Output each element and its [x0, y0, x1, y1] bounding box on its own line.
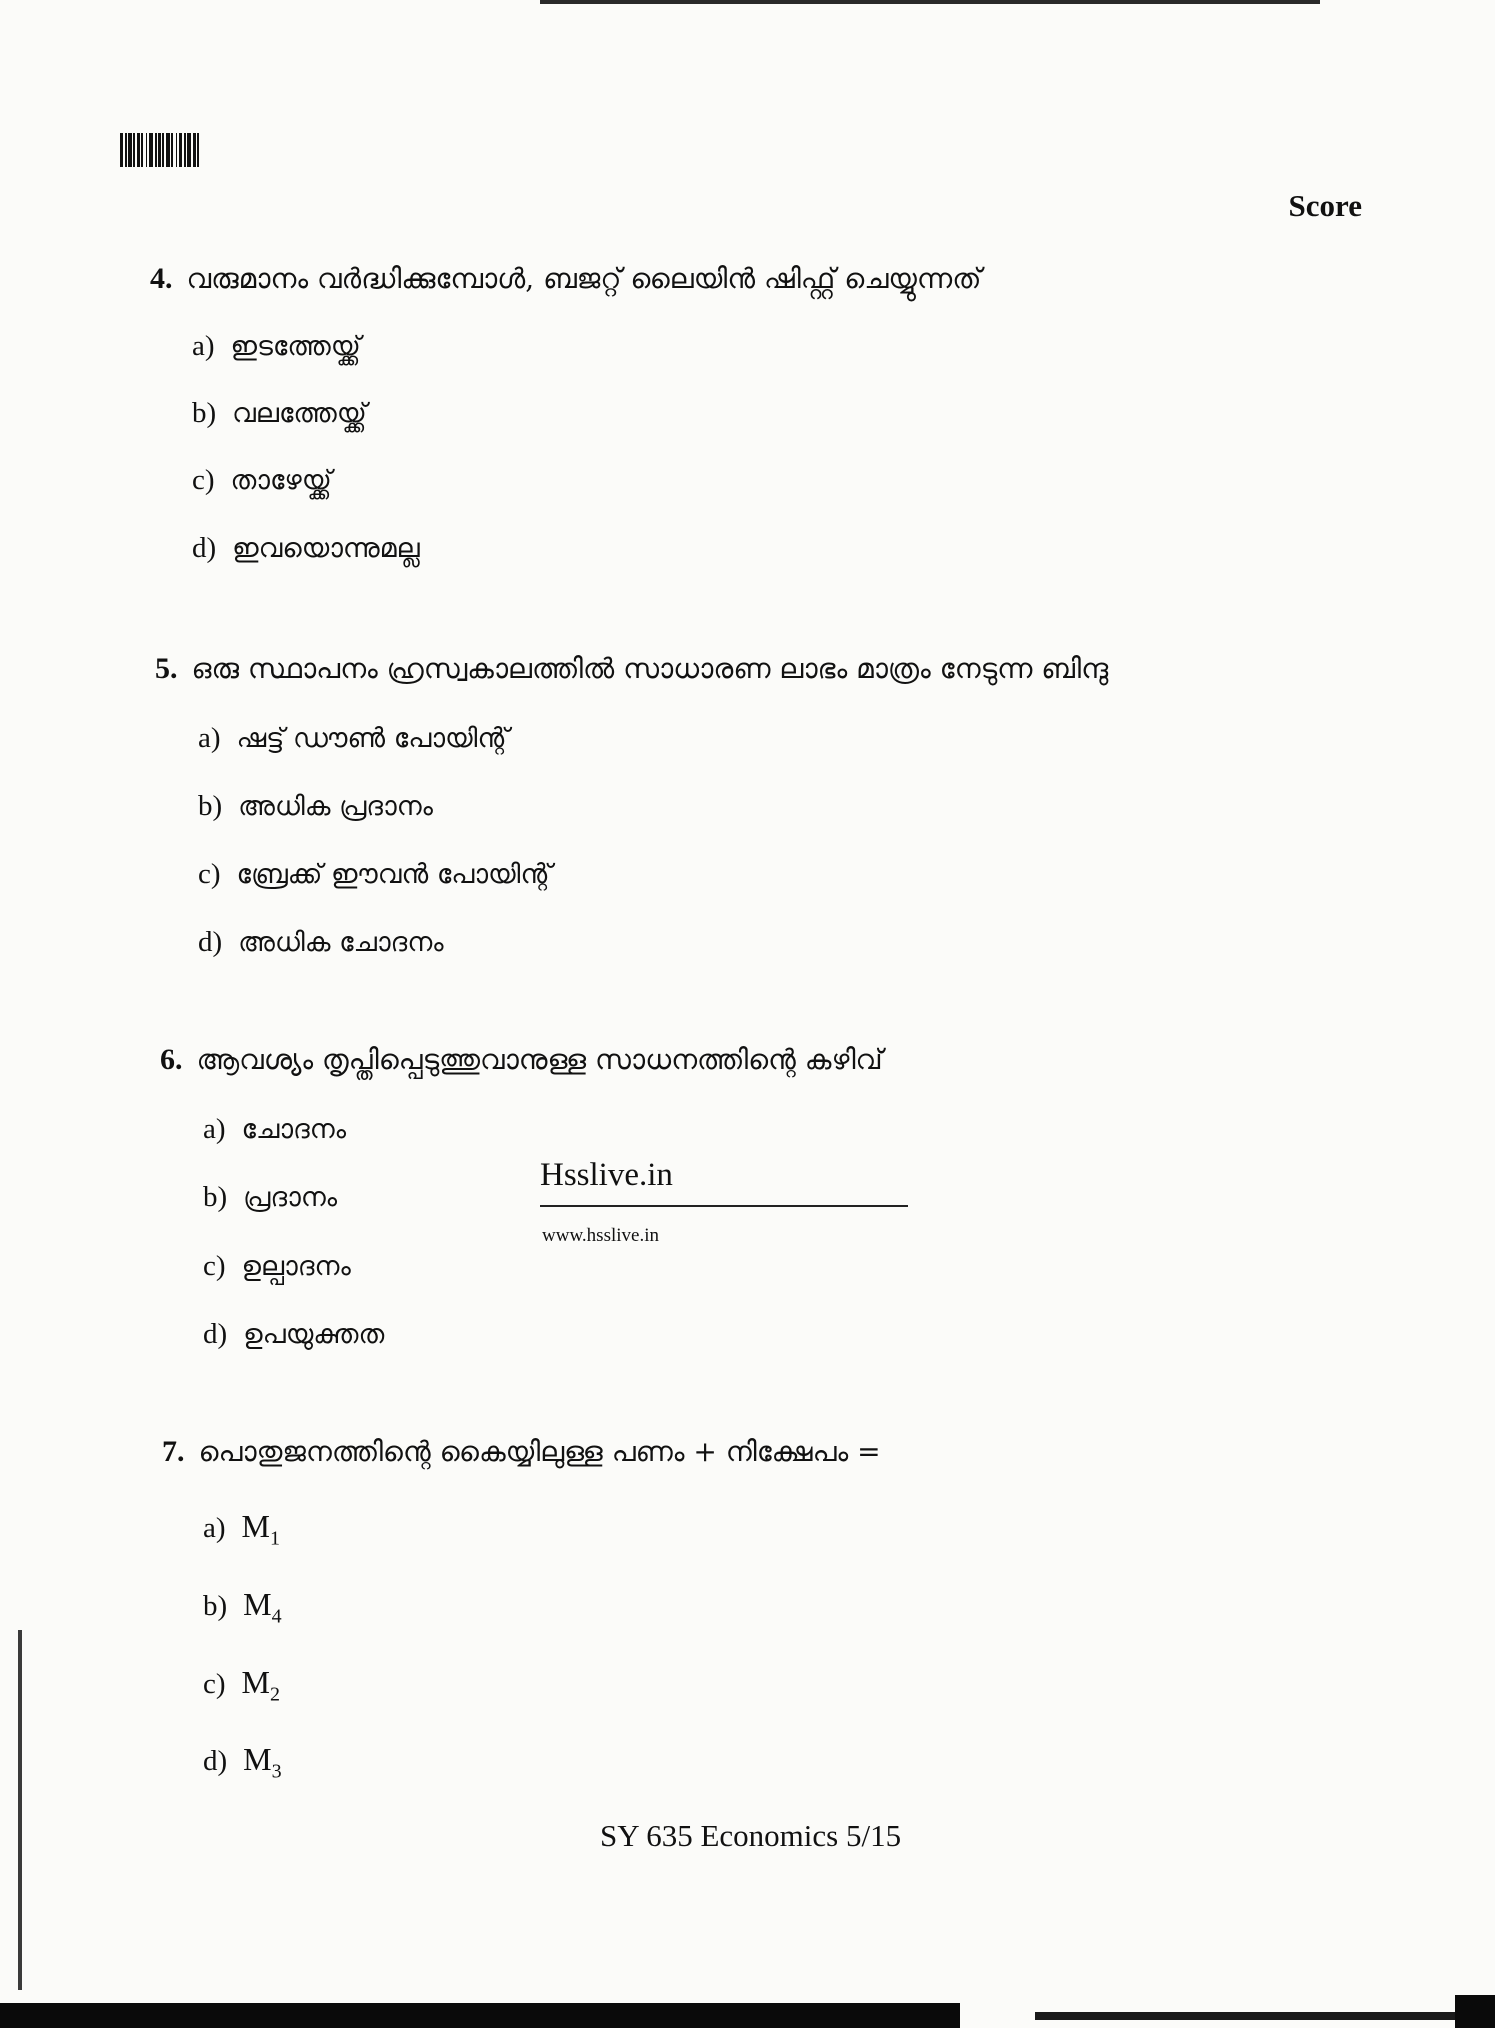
- option-text: ഉല്പാദനം: [241, 1251, 351, 1282]
- option-letter: b): [203, 1590, 228, 1622]
- option-letter: d): [203, 1745, 228, 1777]
- option-a: [198, 722, 509, 755]
- question-title: [155, 652, 1108, 686]
- question-title: [150, 262, 981, 296]
- question-text: വരുമാനം വർദ്ധിക്കുമ്പോൾ, ബജറ്റ് ലൈയിൻ ഷിഫ്റ്റ് ചെയ്യുന്നത്: [186, 262, 982, 295]
- option-letter: c): [203, 1250, 226, 1282]
- option-base: M: [243, 1741, 272, 1777]
- option-b: [203, 1181, 337, 1214]
- option-d: [203, 1741, 282, 1783]
- question-text: ഒരു സ്ഥാപനം ഹ്രസ്വകാലത്തിൽ സാധാരണ ലാഭം മാത്രം നേടുന്ന ബിന്ദു: [191, 652, 1109, 685]
- bottom-edge-bar: [1455, 1995, 1495, 2028]
- barcode-bar: [199, 133, 201, 167]
- option-text: ഇവയൊന്നുമല്ല: [232, 533, 420, 564]
- page-footer: SY 635 Economics 5/15: [600, 1818, 902, 1853]
- option-a: [203, 1508, 280, 1550]
- option-text: ചോദനം: [241, 1114, 347, 1145]
- question-number: 6.: [160, 1043, 183, 1076]
- option-base: M: [241, 1664, 270, 1700]
- bottom-edge-bar: [1035, 2012, 1455, 2020]
- option-d: [203, 1318, 384, 1351]
- option-text: ഷട്ട് ഡൗൺ പോയിന്റ്: [236, 723, 510, 754]
- option-letter: a): [203, 1512, 226, 1544]
- option-text: ബ്രേക്ക് ഈവൻ പോയിന്റ്: [236, 859, 553, 890]
- bottom-edge-bar: [0, 2003, 960, 2028]
- option-letter: d): [192, 532, 217, 564]
- question-title: [162, 1435, 881, 1469]
- watermark-url: www.hsslive.in: [542, 1225, 659, 1246]
- option-text: ഉപയുക്തത: [243, 1319, 385, 1350]
- option-letter: d): [198, 926, 223, 958]
- watermark-divider: [540, 1205, 908, 1207]
- option-text: അധിക പ്രദാനം: [238, 791, 434, 822]
- option-letter: c): [203, 1668, 226, 1700]
- option-text: അധിക ചോദനം: [238, 927, 444, 958]
- question-title: [160, 1043, 883, 1077]
- option-a: [203, 1113, 346, 1146]
- option-letter: a): [203, 1113, 226, 1145]
- option-text: ഇടത്തേയ്ക്ക്: [230, 331, 361, 362]
- question-text: ആവശ്യം തൃപ്തിപ്പെടുത്തുവാനുള്ള സാധനത്തിന്റെ കഴിവ്: [196, 1043, 883, 1076]
- left-edge-mark: [18, 1630, 22, 1990]
- question-number: 4.: [150, 262, 173, 295]
- option-letter: b): [192, 397, 217, 429]
- option-c: [203, 1250, 351, 1283]
- option-text: പ്രദാനം: [243, 1182, 338, 1213]
- question-number: 7.: [162, 1435, 185, 1468]
- option-text: താഴേയ്ക്ക്: [230, 465, 332, 496]
- barcode-icon: [120, 133, 201, 167]
- option-b: [203, 1586, 282, 1628]
- question-number: 5.: [155, 652, 178, 685]
- option-b: [198, 790, 433, 823]
- option-a: [192, 330, 361, 363]
- score-label: Score: [1288, 188, 1362, 223]
- option-subscript: 1: [269, 1527, 280, 1550]
- option-d: [192, 532, 420, 565]
- option-letter: a): [198, 722, 221, 754]
- option-b: [192, 397, 367, 430]
- option-letter: a): [192, 330, 215, 362]
- option-subscript: 2: [269, 1683, 280, 1706]
- option-text: വലത്തേയ്ക്ക്: [232, 398, 367, 429]
- option-d: [198, 926, 444, 959]
- option-c: [192, 464, 332, 497]
- option-c: [203, 1664, 280, 1706]
- top-edge-line: [540, 0, 1320, 4]
- question-text: പൊതുജനത്തിന്റെ കൈയ്യിലുള്ള പണം + നിക്ഷേപം =: [198, 1435, 881, 1468]
- option-c: [198, 858, 552, 891]
- watermark-title: Hsslive.in: [540, 1157, 673, 1193]
- option-letter: c): [198, 858, 221, 890]
- option-base: M: [241, 1508, 270, 1544]
- option-base: M: [243, 1586, 272, 1622]
- option-letter: c): [192, 464, 215, 496]
- option-letter: b): [198, 790, 223, 822]
- option-subscript: 4: [271, 1605, 282, 1628]
- option-subscript: 3: [271, 1760, 282, 1783]
- option-letter: d): [203, 1318, 228, 1350]
- option-letter: b): [203, 1181, 228, 1213]
